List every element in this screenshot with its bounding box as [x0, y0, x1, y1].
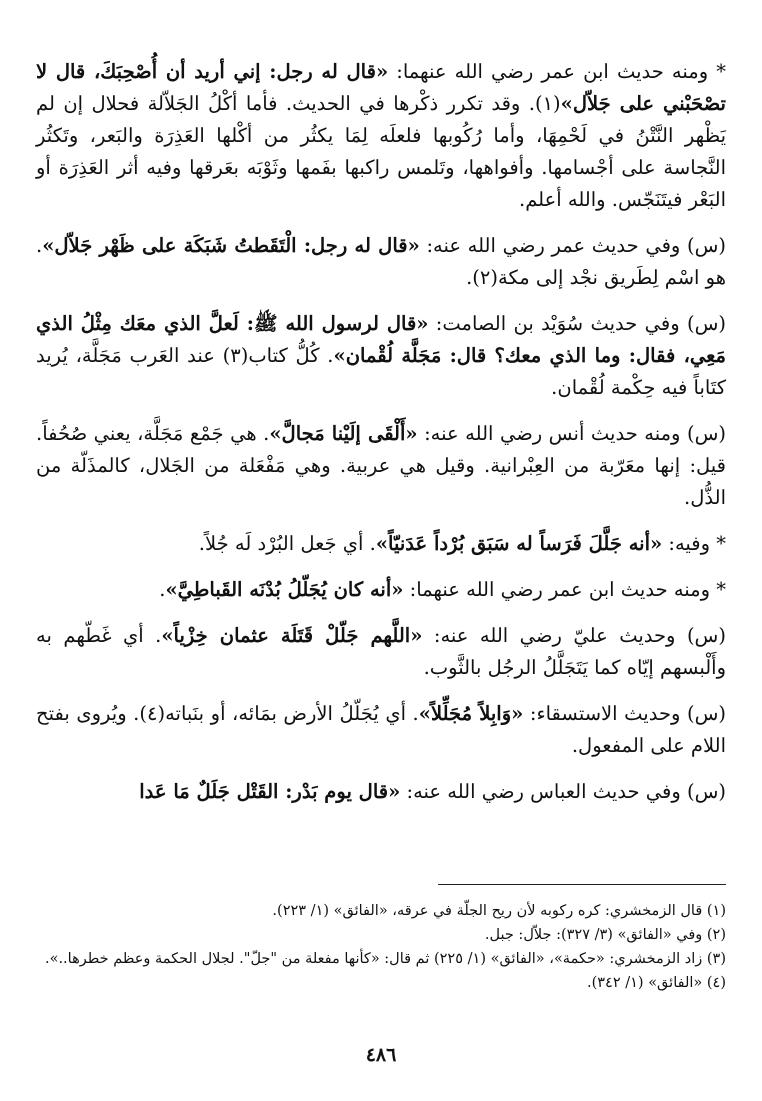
paragraph: (س) وفي حديث عمر رضي الله عنه: «قال له رجل: الْتَقَطتُ شَبَكَة على ظَهْر جَلاّل». هو اسْم لِطَريق نجْد إلى مكة(٢).	[36, 234, 726, 289]
paragraph: (س) وحديث عليّ رضي الله عنه: «اللَّهم جَلّلْ قَتَلَة عثمان خِزْياً». أي غَطّهم به وأَلْبسهم إيّاه كما يَتَجَلَّلُ الرجُل بالثَّوب.	[36, 624, 726, 679]
page-number: ٤٨٦	[365, 1044, 397, 1066]
paragraph: (س) وفي حديث سُوَيْد بن الصامت: «قال لرسول الله ﷺ: لَعلَّ الذي معَك مِثْلُ الذي مَعِي، فقال: وما الذي معك؟ قال: مَجَلَّة لُقْمان». كُلُّ كتاب(٣) عند العَرب مَجَلَّة، يُريد كتَاباً فيه حِكْمة لُقْمان.	[36, 312, 726, 399]
paragraph: * وفيه: «أنه جَلَّلَ فَرَساً له سَبَق بُرْداً عَدَنيّاً». أي جَعل البُرْد لَه جُلاً.	[198, 532, 726, 555]
paragraph: * ومنه حديث ابن عمر رضي الله عنهما: «أنه كان يُجَلّلُ بُدْنَه القَباطِيَّ».	[159, 578, 726, 601]
footnote: (٢) وفي «الفائق» (٣/ ٣٢٧): جلاّل: جبل.	[484, 927, 726, 943]
paragraph: (س) وحديث الاستسقاء: «وَابِلاً مُجَلِّلاً». أي يُجَلّلُ الأرض بمَائه، أو بنَباته(٤). ويُروى بفتح اللام على المفعول.	[36, 702, 726, 757]
paragraph: (س) ومنه حديث أنس رضي الله عنه: «أَلْقَى إلَيْنا مَجالَّ». هي جَمْع مَجَلَّة، يعني صُحُفاً. قيل: إنها معَرّبة من العِبْرانية. وقيل هي عربية. وهي مَفْعَلة من الجَلال، كالمذَلّة من الذُّل.	[36, 422, 726, 509]
footnotes	[36, 900, 726, 996]
footnote: (٣) زاد الزمخشري: «حكمة»، «الفائق» (١/ ٢٢٥) ثم قال: «كأنها مفعلة من "جلّ". لجلال الحكمة وعظم خطرها..».	[44, 951, 726, 967]
footnote-divider	[438, 884, 726, 885]
main-text	[36, 56, 726, 822]
footnote: (١) قال الزمخشري: كره ركوبه لأن ريح الجلّة في عرقه، «الفائق» (١/ ٢٢٣).	[272, 903, 726, 919]
paragraph: * ومنه حديث ابن عمر رضي الله عنهما: «قال له رجل: إني أريد أن أُصْحِبَكَ، قال لا تصْحَبْني على جَلاّل»(١). وقد تكرر ذكْرها في الحديث. فأما أكْلُ الجَلاّلة فحلال إن لم يَظْهر النَّتْنُ في لَحْمِهَا، وأما رُكُوبها فلعلَه لِمَا يكثُر من أكْلها العَذِرَة والبَعر، وتَكثُر النَّجاسة على أجْسامها. وأفواهها، وتَلمس راكبها بفَمها وثَوْبَه بعَرقها وفيه أثر العَذِرَة أو البَعْر فيتَنَجّس. والله أعلم.	[36, 60, 726, 211]
paragraph: (س) وفي حديث العباس رضي الله عنه: «قال يوم بَدْر: القَتْل جَلَلٌ مَا عَدا	[139, 780, 726, 803]
footnote: (٤) «الفائق» (١/ ٣٤٢).	[586, 975, 726, 991]
